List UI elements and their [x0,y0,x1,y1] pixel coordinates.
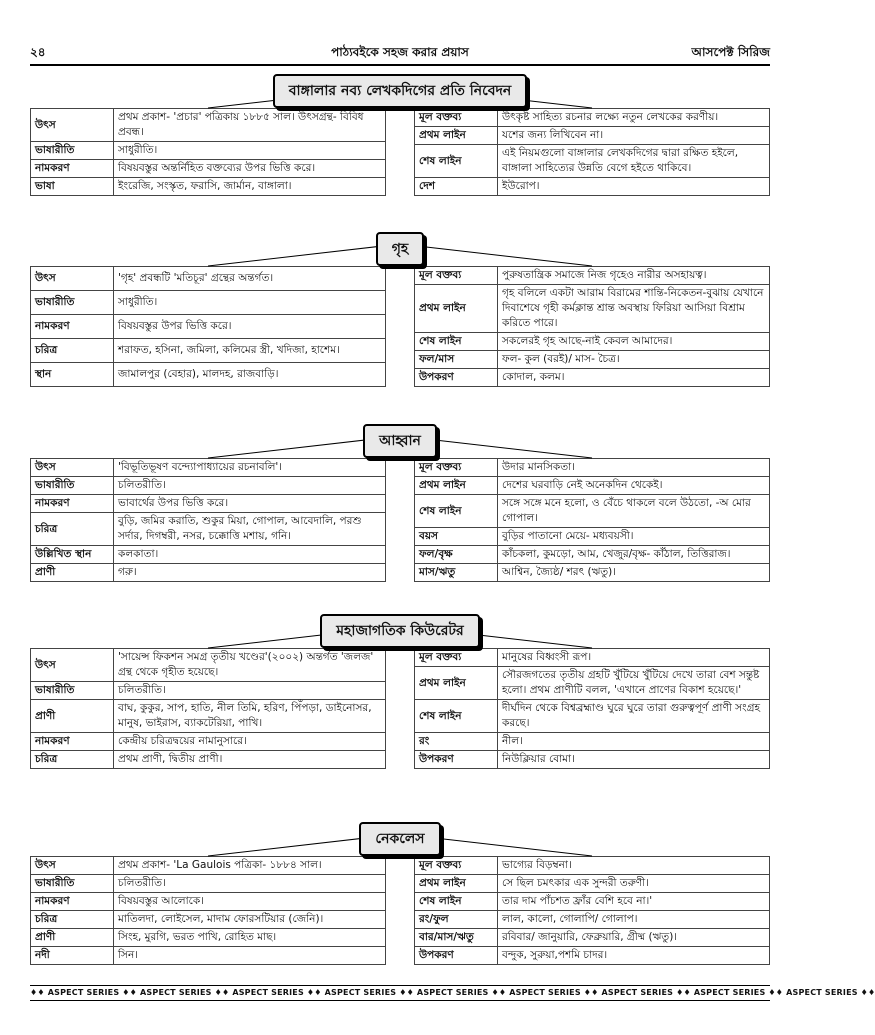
table-row [415,857,770,875]
row-value: 'গৃহ' প্রবন্ধটি 'মতিচূর' গ্রন্থের অন্তর্গত। [114,267,386,291]
table-row [415,459,770,477]
section-tables [30,458,770,582]
table-row [31,929,386,947]
row-label: প্রথম লাইন [415,127,498,145]
table-row [415,145,770,178]
row-label: নামকরণ [31,315,114,339]
table-row [31,178,386,196]
table-row [415,751,770,769]
row-label: শেষ লাইন [415,333,498,351]
row-value: প্রথম প্রকাশ- 'La Gaulois পত্রিকা- ১৮৮৪ সাল। [114,857,386,875]
table-row [415,351,770,369]
row-label: উৎস [31,109,114,142]
row-value: মাতিলদা, লোইসেল, মাদাম ফোরসটিয়ার (জেনি)। [114,911,386,929]
row-label: শেষ লাইন [415,495,498,528]
row-label: চরিত্র [31,513,114,546]
row-value: উদার মানসিকতা। [498,459,770,477]
row-label: নামকরণ [31,160,114,178]
left-info-table [30,856,386,965]
topic-section [30,424,770,582]
row-label: ভাষারীতি [31,477,114,495]
table-row [31,339,386,363]
topic-section [30,822,770,965]
row-value: চলিতরীতি। [114,682,386,700]
row-value: উৎকৃষ্ট সাহিত্য রচনার লক্ষ্যে নতুন লেখকের করণীয়। [498,109,770,127]
row-value: জামালপুর (বেহার), মালদহ, রাজবাড়ি। [114,363,386,387]
topic-section [30,614,770,769]
row-value: শরাফত, হসিনা, জমিলা, কলিমের স্ত্রী, খদিজা, হাশেম। [114,339,386,363]
row-value: 'সায়েন্স ফিকশন সমগ্র তৃতীয় খণ্ডের'(২০০২) অন্তর্গত 'জলজ' গ্রন্থ থেকে গৃহীত হয়েছে। [114,649,386,682]
row-value: প্রথম প্রাণী, দ্বিতীয় প্রাণী। [114,751,386,769]
row-value: বুড়ির পাতানো মেয়ে- মধ্যবয়সী। [498,528,770,546]
row-value: কাঁচকলা, কুমড়ো, আম, খেজুর/বৃক্ষ- কাঁঠাল, তিত্তিরাজ। [498,546,770,564]
table-row [31,142,386,160]
row-value: লাল, কালো, গোলাপি/ গোলাপ। [498,911,770,929]
row-label: চরিত্র [31,339,114,363]
table-row [415,127,770,145]
row-label: ফল/বৃক্ষ [415,546,498,564]
table-row [31,751,386,769]
row-value: আশ্বিন, জ্যৈষ্ঠ/ শরৎ (ঋতু)। [498,564,770,582]
row-label: মূল বক্তব্য [415,109,498,127]
row-value: দীর্ঘদিন থেকে বিশ্বব্রহ্মাণ্ড ঘুরে ঘুরে তারা গুরুত্বপূর্ণ প্রাণী সংগ্রহ করছে। [498,700,770,733]
row-label: উৎস [31,649,114,682]
row-label: রং [415,733,498,751]
row-label: নামকরণ [31,495,114,513]
table-row [415,178,770,196]
section-tables [30,856,770,965]
row-value: সাধুরীতি। [114,142,386,160]
row-label: নামকরণ [31,733,114,751]
row-value: ভাবার্থের উপর ভিত্তি করে। [114,495,386,513]
row-label: প্রথম লাইন [415,667,498,700]
left-info-table [30,648,386,769]
row-value: কোদাল, কলম। [498,369,770,387]
topic-section [30,74,770,196]
table-row [31,911,386,929]
series-name: আসপেক্ট সিরিজ [691,45,770,59]
footer-strip: ♦♦ ASPECT SERIES ♦♦ ASPECT SERIES ♦♦ ASPECT SERIES ♦♦ ASPECT SERIES ♦♦ ASPECT SERIES ♦♦ ASPECT SERIES ♦♦ ASPECT SERIES ♦♦ ASPECT SERIES ♦♦ ASPECT SERIES ♦♦ [30,985,770,1001]
row-label: রং/ফুল [415,911,498,929]
row-value: নিউক্লিয়ার বোমা। [498,751,770,769]
table-row [415,929,770,947]
row-value: সকলেরই গৃহ আছে-নাই কেবল আমাদের। [498,333,770,351]
row-label: বয়স [415,528,498,546]
table-row [31,546,386,564]
table-row [415,700,770,733]
table-row [31,513,386,546]
section-tables [30,648,770,769]
right-info-table [414,856,770,965]
section-title-wrap [30,822,770,856]
row-value: সিন। [114,947,386,965]
row-label: প্রাণী [31,929,114,947]
section-title-wrap [30,74,770,108]
row-label: উপকরণ [415,751,498,769]
row-label: প্রাণী [31,700,114,733]
row-label: ফল/মাস [415,351,498,369]
connector-line [208,244,400,266]
row-label: শেষ লাইন [415,700,498,733]
table-row [31,857,386,875]
row-label: ভাষারীতি [31,291,114,315]
row-value: বন্দুক, সুরুয়া,পশমি চাদর। [498,947,770,965]
section-title: মহাজাগতিক কিউরেটর [320,614,480,648]
table-row [415,333,770,351]
table-row [31,649,386,682]
row-value: নীল। [498,733,770,751]
row-value: সে ছিল চমৎকার এক সুন্দরী তরুণী। [498,875,770,893]
row-label: ভাষা [31,178,114,196]
row-label: ভাষারীতি [31,875,114,893]
table-row [31,733,386,751]
row-label: উৎস [31,459,114,477]
row-label: মূল বক্তব্য [415,649,498,667]
table-row [31,315,386,339]
row-value: সিংহ, মুরগি, ভরত পাখি, রোহিত মাছ। [114,929,386,947]
row-value: বিষয়বস্তুর অন্তর্নিহিত বক্তব্যের উপর ভিত্তি করে। [114,160,386,178]
table-row [415,495,770,528]
row-value: বাঘ, কুকুর, সাপ, হাতি, নীল তিমি, হরিণ, পিঁপড়া, ডাইনোসর, মানুষ, ভাইরাস, ব্যাকটেরিয়া, পাখি। [114,700,386,733]
table-row [415,649,770,667]
row-value: ইউরোপ। [498,178,770,196]
row-label: নদী [31,947,114,965]
row-label: শেষ লাইন [415,145,498,178]
table-row [415,733,770,751]
left-info-table [30,108,386,196]
row-value: সঙ্গে সঙ্গে মনে হলো, ও বেঁচে থাকলে বলে উঠতো, -অ মোর গোপাল। [498,495,770,528]
table-row [31,700,386,733]
table-row [415,109,770,127]
right-info-table [414,648,770,769]
row-value: সৌরজগতের তৃতীয় গ্রহটি খুঁটিয়ে খুঁটিয়ে দেখে তারা বেশ সন্তুষ্ট হলো। প্রথম প্রাণীটি বলল, 'এখানে প্রাণের বিকাশ হয়েছে।' [498,667,770,700]
table-row [415,893,770,911]
row-label: নামকরণ [31,893,114,911]
section-title-wrap [30,232,770,266]
table-row [31,893,386,911]
page-header [30,44,770,64]
row-value: রবিবার/ জানুয়ারি, ফেব্রুয়ারি, গ্রীষ্ম (ঋতু)। [498,929,770,947]
row-label: উৎস [31,267,114,291]
row-value: ইংরেজি, সংস্কৃত, ফরাসি, জার্মান, বাঙ্গালা। [114,178,386,196]
row-label: উপকরণ [415,369,498,387]
row-value: ফল- কুল (বরই)/ মাস- চৈত্র। [498,351,770,369]
connector-line [400,244,592,266]
table-row [31,495,386,513]
section-title: আহ্বান [363,424,437,458]
row-label: প্রথম লাইন [415,875,498,893]
table-row [415,369,770,387]
section-title-wrap [30,424,770,458]
row-value: 'বিভূতিভূষণ বন্দ্যোপাধ্যায়ের রচনাবলি'। [114,459,386,477]
header-center-title: পাঠ্যবইকে সহজ করার প্রয়াস [331,45,469,59]
table-row [415,546,770,564]
section-title-wrap [30,614,770,648]
row-label: শেষ লাইন [415,893,498,911]
row-value: চলিতরীতি। [114,477,386,495]
table-row [415,875,770,893]
row-label: চরিত্র [31,751,114,769]
table-row [415,285,770,333]
row-value: বিষয়বস্তুর উপর ভিত্তি করে। [114,315,386,339]
row-value: ভাগ্যের বিড়ম্বনা। [498,857,770,875]
row-label: চরিত্র [31,911,114,929]
row-value: যশের জন্য লিখিবেন না। [498,127,770,145]
table-row [31,363,386,387]
table-row [31,564,386,582]
table-row [31,477,386,495]
row-label: উপকরণ [415,947,498,965]
table-row [31,267,386,291]
table-row [415,267,770,285]
row-value: দেশের ঘরবাড়ি নেই অনেকদিন থেকেই। [498,477,770,495]
table-row [31,160,386,178]
table-row [415,528,770,546]
table-row [415,947,770,965]
table-row [415,667,770,700]
row-label: স্থান [31,363,114,387]
section-tables [30,266,770,387]
table-row [31,459,386,477]
table-row [415,564,770,582]
row-label: উৎস [31,857,114,875]
section-title: গৃহ [376,232,425,266]
row-label: ভাষারীতি [31,682,114,700]
row-label: প্রথম লাইন [415,477,498,495]
row-label: উল্লিখিত স্থান [31,546,114,564]
row-value: মানুষের বিধ্বংসী রূপ। [498,649,770,667]
section-tables [30,108,770,196]
table-row [31,109,386,142]
row-value: এই নিয়মগুলো বাঙ্গালার লেখকদিগের দ্বারা রক্ষিত হইলে, বাঙ্গালা সাহিত্যের উন্নতি বেগে হইতে থাকিবে। [498,145,770,178]
row-label: প্রাণী [31,564,114,582]
row-value: প্রথম প্রকাশ- 'প্রচার' পত্রিকায় ১৮৮৫ সাল। উৎসগ্রন্থ- বিবিধ প্রবন্ধ। [114,109,386,142]
table-row [31,291,386,315]
table-row [31,947,386,965]
table-row [415,911,770,929]
row-value: বুড়ি, জমির করাতি, শুকুর মিয়া, গোপাল, আবেদালি, পরশু সর্দার, দিগম্বরী, নসর, চক্কোত্তি মশায়, গনি। [114,513,386,546]
section-title: নেকলেস [359,822,440,856]
right-info-table [414,458,770,582]
row-label: প্রথম লাইন [415,285,498,333]
row-label: বার/মাস/ঋতু [415,929,498,947]
row-label: মূল বক্তব্য [415,267,498,285]
left-info-table [30,266,386,387]
row-value: সাধুরীতি। [114,291,386,315]
row-label: দেশ [415,178,498,196]
table-row [31,682,386,700]
page-number: ২৪ [30,45,46,59]
row-value: গৃহ বলিলে একটা আরাম বিরামের শান্তি-নিকেতন-বুঝায় যেখানে দিবাশেষে গৃহী কর্মক্লান্ত শ্রান্ত অবস্থায় ফিরিয়া আসিয়া বিশ্রাম করিতে পারে। [498,285,770,333]
row-value: গরু। [114,564,386,582]
section-title: বাঙ্গালার নব্য লেখকদিগের প্রতি নিবেদন [273,74,528,108]
topic-section [30,232,770,387]
row-value: বিষয়বস্তুর আলোকে। [114,893,386,911]
row-value: তার দাম পাঁচশত ফ্রাঁর বেশি হবে না।' [498,893,770,911]
row-value: পুরুষতান্ত্রিক সমাজে নিজ গৃহেও নারীর অসহায়ত্ব। [498,267,770,285]
table-row [31,875,386,893]
header-divider [30,64,770,66]
right-info-table [414,108,770,196]
row-label: মাস/ঋতু [415,564,498,582]
row-value: কেন্দ্রীয় চরিত্রদ্বয়ের নামানুসারে। [114,733,386,751]
row-label: মূল বক্তব্য [415,857,498,875]
right-info-table [414,266,770,387]
row-value: কলকাতা। [114,546,386,564]
left-info-table [30,458,386,582]
row-value: চলিতরীতি। [114,875,386,893]
row-label: ভাষারীতি [31,142,114,160]
row-label: মূল বক্তব্য [415,459,498,477]
table-row [415,477,770,495]
